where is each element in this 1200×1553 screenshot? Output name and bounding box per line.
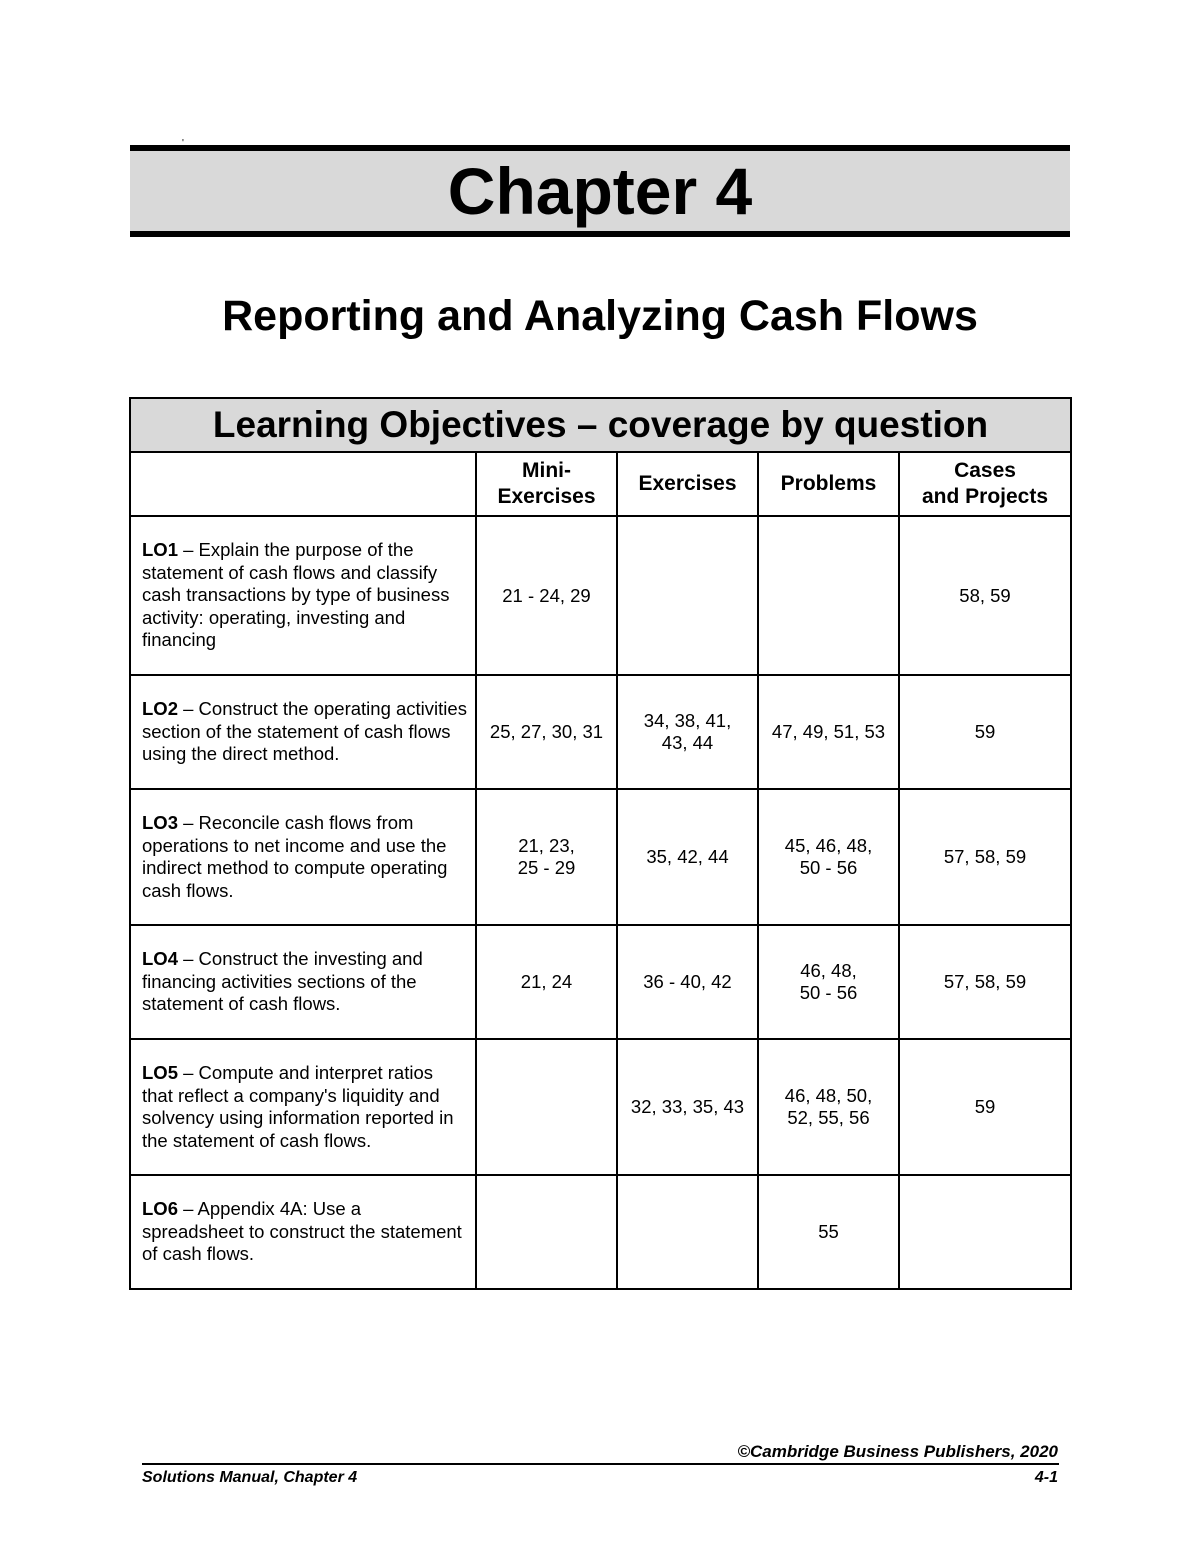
column-header-cases-projects: Cases and Projects [899,452,1071,516]
objective-text: – Appendix 4A: Use a spreadsheet to construct the statement of cash flows. [142,1198,462,1265]
table-row [130,675,1071,789]
exercises-cell [617,516,758,675]
problems-cell: 46, 48, 50 - 56 [758,925,899,1039]
stray-mark: ' [182,138,184,149]
table-row [130,925,1071,1039]
objective-code: LO2 [142,698,178,720]
mini-exercises-cell: 25, 27, 30, 31 [476,675,617,789]
problems-cell [758,516,899,675]
cases-cell: 59 [899,675,1071,789]
table-row [130,1039,1071,1175]
table-title-row [130,398,1071,452]
problems-cell: 55 [758,1175,899,1289]
objective-description [130,1175,476,1289]
exercises-cell: 36 - 40, 42 [617,925,758,1039]
footer-divider [142,1463,1059,1465]
chapter-subtitle: Reporting and Analyzing Cash Flows [222,292,978,340]
objective-description [130,675,476,789]
chapter-banner [130,145,1070,237]
objective-description [130,925,476,1039]
objective-description [130,516,476,675]
column-header-row [130,452,1071,516]
mini-exercises-cell [476,1175,617,1289]
problems-cell: 46, 48, 50, 52, 55, 56 [758,1039,899,1175]
problems-cell: 45, 46, 48, 50 - 56 [758,789,899,925]
problems-cell: 47, 49, 51, 53 [758,675,899,789]
objective-code: LO1 [142,539,178,561]
objective-description [130,1039,476,1175]
objective-code: LO3 [142,812,178,833]
footer-manual-title: Solutions Manual, Chapter 4 [142,1469,358,1486]
exercises-cell: 34, 38, 41, 43, 44 [617,675,758,789]
objective-code: LO5 [142,1062,178,1083]
footer-copyright: ©Cambridge Business Publishers, 2020 [737,1442,1058,1461]
cases-cell: 57, 58, 59 [899,925,1071,1039]
column-header-problems: Problems [758,452,899,516]
objective-code: LO4 [142,948,178,970]
mini-exercises-cell: 21, 24 [476,925,617,1039]
exercises-cell [617,1175,758,1289]
table-row [130,1175,1071,1289]
mini-exercises-cell: 21, 23, 25 - 29 [476,789,617,925]
table-row [130,516,1071,675]
column-header-exercises: Exercises [617,452,758,516]
cases-cell: 57, 58, 59 [899,789,1071,925]
chapter-title: Chapter 4 [447,154,753,228]
cases-cell [899,1175,1071,1289]
table-row [130,789,1071,925]
learning-objectives-table [129,397,1072,1290]
objective-text: – Construct the operating activities section of the statement of cash flows using the direct method. [142,698,467,765]
cases-cell: 58, 59 [899,516,1071,675]
exercises-cell: 35, 42, 44 [617,789,758,925]
column-header-objective [130,452,476,516]
column-header-mini-exercises: Mini- Exercises [476,452,617,516]
objective-text: – Explain the purpose of the statement of cash flows and classify cash transactions by type of business activity: operating, investing and financing [142,539,450,651]
table-title: Learning Objectives – coverage by question [130,398,1071,452]
objective-text: – Construct the investing and financing activities sections of the statement of cash flows. [142,948,423,1015]
footer-page-number: 4-1 [1034,1469,1058,1486]
objective-text: – Reconcile cash flows from operations to net income and use the indirect method to compute operating cash flows. [142,812,448,901]
objective-text: – Compute and interpret ratios that reflect a company's liquidity and solvency using information reported in the statement of cash flows. [142,1062,454,1151]
mini-exercises-cell: 21 - 24, 29 [476,516,617,675]
objective-code: LO6 [142,1198,178,1220]
cases-cell: 59 [899,1039,1071,1175]
objective-description [130,789,476,925]
mini-exercises-cell [476,1039,617,1175]
exercises-cell: 32, 33, 35, 43 [617,1039,758,1175]
